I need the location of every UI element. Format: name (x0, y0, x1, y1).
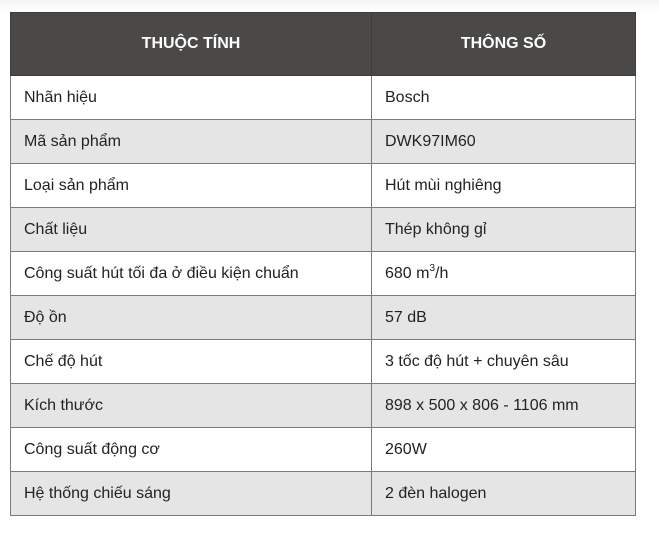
header-row (11, 13, 636, 76)
row-value: 3 tốc độ hút + chuyên sâu (372, 340, 636, 384)
row-attribute: Nhãn hiệu (11, 76, 372, 120)
row-attribute: Kích thước (11, 384, 372, 428)
top-shade (0, 0, 659, 12)
table-row (11, 164, 636, 208)
row-value: 2 đèn halogen (372, 472, 636, 516)
value-text: 680 m (385, 264, 430, 282)
row-value: Thép không gỉ (372, 208, 636, 252)
row-value: 57 dB (372, 296, 636, 340)
spec-table (10, 12, 636, 516)
row-value: Hút mùi nghiêng (372, 164, 636, 208)
table-row (11, 472, 636, 516)
row-value (372, 252, 636, 296)
table-row (11, 120, 636, 164)
table-row (11, 384, 636, 428)
table-row (11, 296, 636, 340)
row-attribute: Hệ thống chiếu sáng (11, 472, 372, 516)
value-suffix: /h (435, 264, 449, 282)
row-attribute: Công suất động cơ (11, 428, 372, 472)
header-value: THÔNG SỐ (372, 13, 636, 76)
table-row (11, 340, 636, 384)
row-attribute: Chế độ hút (11, 340, 372, 384)
row-attribute: Chất liệu (11, 208, 372, 252)
row-value: Bosch (372, 76, 636, 120)
table-row (11, 76, 636, 120)
table-row (11, 252, 636, 296)
row-attribute: Mã sản phẩm (11, 120, 372, 164)
row-value: 898 x 500 x 806 - 1106 mm (372, 384, 636, 428)
table-row (11, 208, 636, 252)
value-superscript: 3 (429, 262, 436, 274)
row-attribute: Loại sản phẩm (11, 164, 372, 208)
row-attribute: Độ ồn (11, 296, 372, 340)
table-row (11, 428, 636, 472)
row-value: DWK97IM60 (372, 120, 636, 164)
row-attribute: Công suất hút tối đa ở điều kiện chuẩn (11, 252, 372, 296)
header-attribute: THUỘC TÍNH (11, 13, 372, 76)
row-value: 260W (372, 428, 636, 472)
